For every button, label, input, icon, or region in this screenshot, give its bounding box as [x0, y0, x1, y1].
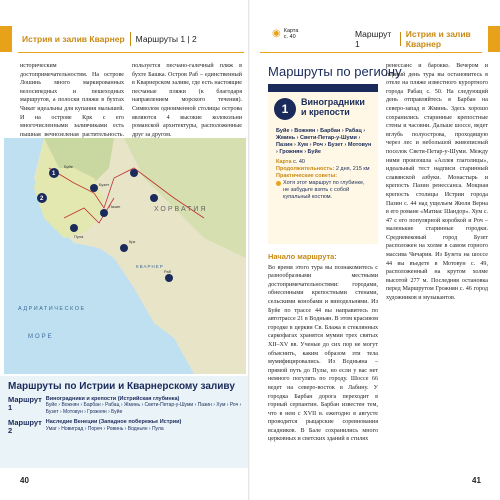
page-number: 41 [472, 476, 481, 485]
svg-text:Буйе: Буйе [64, 164, 73, 169]
map-label-sea3: КВАРНЕР [136, 264, 164, 269]
svg-text:2: 2 [40, 196, 44, 202]
map-label-sea2: МОРЕ [28, 334, 54, 340]
header-area: Истрия и залив Кварнер [22, 34, 125, 44]
routes-box [0, 376, 250, 468]
map-reference[interactable]: ◉ Карта с. 40 [272, 28, 299, 40]
svg-text:Раб: Раб [164, 269, 172, 274]
header-area: Истрия и залив Кварнер [405, 29, 471, 49]
text-column-2: пользуется песчано-галечный пляж в бухте Башка. Остров Раб – единственный в Кварнерском заливе, где есть настоящие песчаные пляжи (к благодаря направлением морского течения). Символом одноименной столицы острова являются 4 высокие колокольни романской архитектуры, расположенные друг за другом. [132, 63, 242, 138]
start-heading: Начало маршрута: [268, 252, 337, 261]
svg-text:Бузет: Бузет [99, 182, 110, 187]
text-column-1: историческим достопримечательностям. На острове Лошинь много маркированных велосипедных и пешеходных маршрутов, а полоски пляжи в бухтах Чикат идеальны для купания малышей. И на острове Крк с его многочисленными заливчиками есть пышная вечнозеленая растительность. [20, 63, 124, 138]
right-page [250, 0, 500, 500]
route-entry[interactable]: Маршрут 2 Наследие Венеции (Западное побережье Истрии) Умаг › Новиград › Пореч › Ровинь › Водньян › Пула [8, 418, 182, 436]
routes-title: Маршруты по Истрии и Кварнерскому заливу [8, 381, 235, 392]
page-number: 40 [20, 476, 29, 485]
map-pin-icon: ◉ [272, 28, 281, 39]
map-label-country: ХОРВАТИЯ [154, 206, 208, 213]
route-info-box: 1 Виноградники и крепости Буйе › Вожнян › Барбан › Рабац › Жминь › Свети-Петар-у-Шуми › Пазин › Хум › Роч › Бузет › Мотовун › Грожнян › Буйе Карта с. 40 Продолжительность: 2 дня, 215 км Практические советы: Хотя этот маршрут по глубинке, не забудьте взять с собой купальный костюм. [268, 84, 378, 244]
section-title: Маршруты по региону [268, 64, 402, 79]
svg-text:Пула: Пула [74, 234, 84, 239]
svg-text:1: 1 [52, 171, 56, 177]
bullet-icon [276, 181, 281, 186]
text-column-2: ренессанс и барокко. Вечером и первый день тура вы остановитесь в отеле на пляже известного курортного города Рабац с. 50. На следующий день отправляйтесь в Барбан на северо-запад в Жминь. Здесь хорошо сохранились старинные крепостные стены и часовни. Дальше шоссе, ведет вглубь полуострова, проходящую через лес и небольшой живописный поселок Свети-Петар-у-Шуми. Между ними произошла «Аллея глаголицы», идеальный тест надписи старинный славянской азбуки. Монастырь и крепость Пазин ренессанса. Мощная крепость столицы Истрии города Пазин с. 44 над ущельем Жюля Верна в его романе «Матиас Шандор». Хум с. 47 с его популярной коробкой и Роч – маленькие старинные городки. Средневековый город Бузет расположен на холме в самом горного массива Чичария. Из Бузета на шоссе 44 вы въедете в Мотовун с. 49, расположенный на крутом холме высотой 277 м. Последняя остановка перед Маршрутом Грожнян с. 46 город художников и музыкантов. [386, 63, 488, 302]
map-label-sea1: АДРИАТИЧЕСКОЕ [18, 306, 86, 312]
header-routes: Маршруты 1 | 2 [135, 34, 197, 44]
page-header [355, 28, 500, 50]
text-column-1: Начало маршрута: Во время этого тура вы познакомитесь с разнообразными местными достопримечательностями: городами, обнесенными крепостными стенами, сельскими конобами и винодельнями. Из Буйе по трассе 44 вы направитесь по автотрассе 21 в Водньян. В этом красивом городке в церкви Св. Блажа в стеклянных саркофагах хранятся мумии трех святых XII–XV вв. Ученые до сих пор не могут объяснить, каким образом эти тела мумифицировались. Из Водньяна – прямой путь до Пулы, но если у вас нет немного погулять по городу. Шоссе 66 ведет на северо-восток в Лабину. У городка Барбан дорога переходит в горный серпантин. Барбан известен тем, что в нем с XVII в. ежегодно в августе проводятся рыцарские соревнования всадников. В Бале сохранились много церковных и светских зданий в стилях [268, 252, 378, 443]
svg-text:Крк: Крк [129, 239, 136, 244]
region-map[interactable] [4, 138, 246, 374]
route-title: Виноградники и крепости [301, 97, 365, 117]
orange-tab [0, 26, 12, 52]
svg-text:Пазин: Пазин [109, 204, 121, 209]
header-routes: Маршрут 1 [355, 29, 392, 49]
route-number: 1 [274, 98, 296, 120]
page-header [22, 28, 197, 50]
route-entry[interactable]: Маршрут 1 Виноградники и крепости (Истрийская глубинка) Буйе › Вожнян › Барбан › Рабац › Жминь › Свети-Петар-у-Шуми › Пазин › Хум › Роч › Бузет › Мотовун › Грожнян › Буйе [8, 395, 242, 415]
